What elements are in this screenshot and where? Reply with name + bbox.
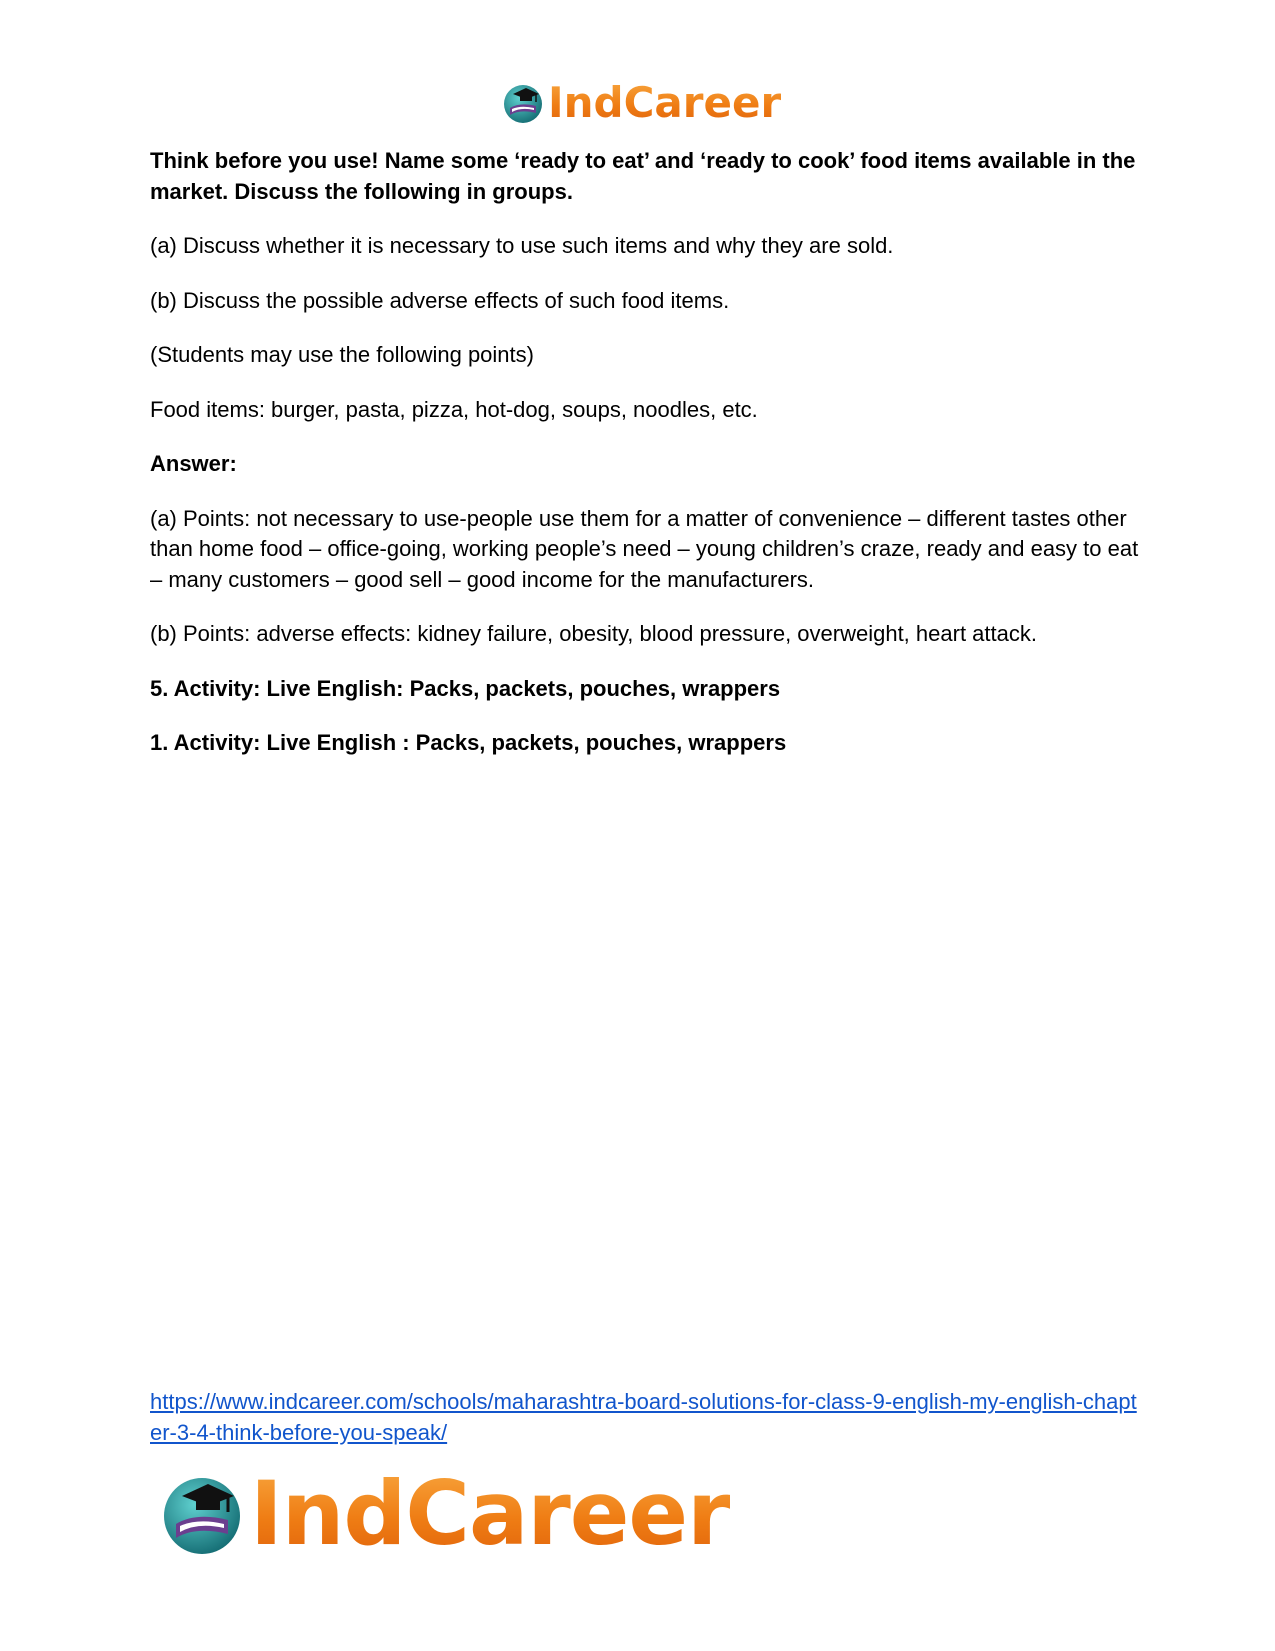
question-part-b: (b) Discuss the possible adverse effects of such food items. <box>150 287 730 313</box>
answer-label: Answer: <box>150 451 237 476</box>
answer-part-a: (a) Points: not necessary to use-people use them for a matter of convenience – different tastes other than home food – office-going, working people’s need – young children’s craze, ready and easy to eat – many customers – good sell – good income for the manufacturers. <box>150 505 1139 592</box>
logo-wordmark: IndCareer <box>250 1462 730 1565</box>
document-body <box>150 146 1140 783</box>
footer-logo <box>160 1462 730 1565</box>
food-items-text: Food items: burger, pasta, pizza, hot-dog, soups, noodles, etc. <box>150 396 758 422</box>
logo-wordmark: IndCareer <box>548 78 782 127</box>
graduation-globe-book-icon <box>502 82 544 124</box>
activity-1-heading: 1. Activity: Live English : Packs, packets, pouches, wrappers <box>150 730 787 755</box>
answer-part-b: (b) Points: adverse effects: kidney failure, obesity, blood pressure, overweight, heart attack. <box>150 621 1037 646</box>
graduation-globe-book-icon <box>160 1472 244 1556</box>
source-url-link[interactable]: https://www.indcareer.com/schools/maharashtra-board-solutions-for-class-9-english-my-english-chapter-3-4-think-before-you-speak/ <box>150 1389 1137 1445</box>
hint-text: (Students may use the following points) <box>150 342 534 367</box>
question-heading: Think before you use! Name some ‘ready to eat’ and ‘ready to cook’ food items available in the market. Discuss the following in groups. <box>150 148 1136 204</box>
activity-5-heading: 5. Activity: Live English: Packs, packets, pouches, wrappers <box>150 675 781 701</box>
question-part-a: (a) Discuss whether it is necessary to use such items and why they are sold. <box>150 233 894 258</box>
header-logo <box>502 80 781 126</box>
